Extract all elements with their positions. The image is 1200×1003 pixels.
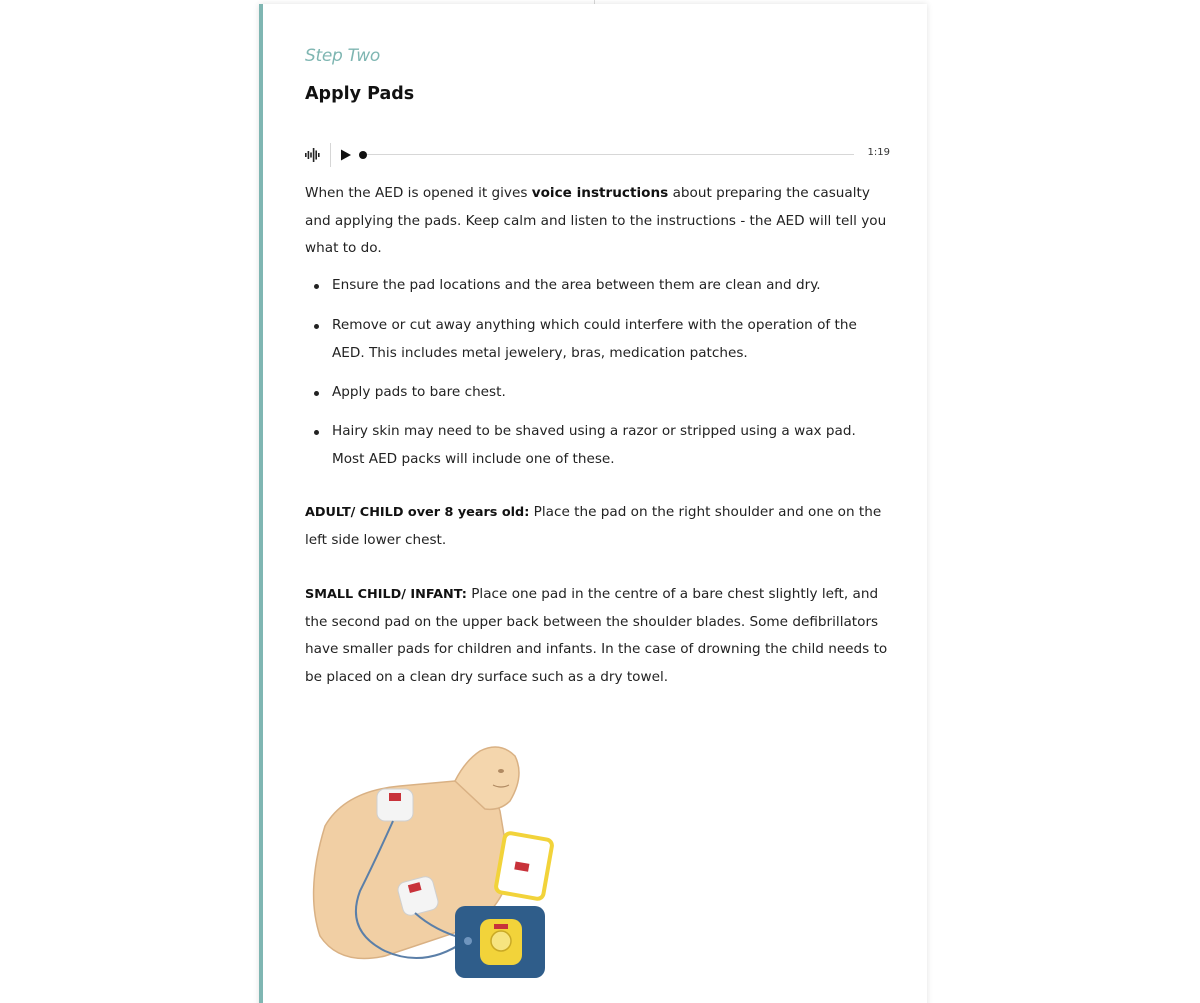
list-item: Apply pads to bare chest. (305, 379, 890, 407)
aed-manikin-image (305, 741, 565, 981)
step-label: Step Two (305, 46, 381, 66)
step-title: Apply Pads (305, 84, 415, 104)
play-icon[interactable] (340, 149, 352, 161)
audio-progress-knob[interactable] (359, 151, 367, 159)
intro-paragraph (305, 180, 890, 263)
audio-waveform-icon (305, 148, 321, 162)
audio-duration: 1:19 (867, 147, 890, 158)
audio-player (305, 142, 890, 168)
adult-label: ADULT/ CHILD over 8 years old: (305, 505, 530, 520)
intro-bold-phrase: voice instructions (531, 185, 669, 201)
list-item: Ensure the pad locations and the area between them are clean and dry. (305, 272, 890, 300)
intro-text-start: When the AED is opened it gives (305, 185, 532, 201)
list-item: Remove or cut away anything which could interfere with the operation of the AED. This includes metal jewelery, bras, medication patches. (305, 312, 890, 367)
child-paragraph (305, 581, 890, 691)
child-text: Place one pad in the centre of a bare chest slightly left, and the second pad on the upper back between the shoulder blades. Some defibrillators have smaller pads for children and infants. In the case of drowning the child needs to be placed on a clean dry surface such as a dry towel. (305, 586, 888, 685)
adult-text: Place the pad on the right shoulder and one on the left side lower chest. (305, 504, 882, 548)
adult-paragraph (305, 499, 890, 554)
intro-text-end: about preparing the casualty and applying the pads. Keep calm and listen to the instructions - the AED will tell you what to do. (305, 185, 887, 256)
audio-progress-track[interactable] (363, 154, 854, 155)
child-label: SMALL CHILD/ INFANT: (305, 587, 467, 602)
audio-separator (330, 143, 331, 167)
list-item: Hairy skin may need to be shaved using a razor or stripped using a wax pad. Most AED packs will include one of these. (305, 418, 890, 473)
aed-manikin-illustration (305, 741, 565, 981)
lesson-card (259, 4, 927, 1003)
